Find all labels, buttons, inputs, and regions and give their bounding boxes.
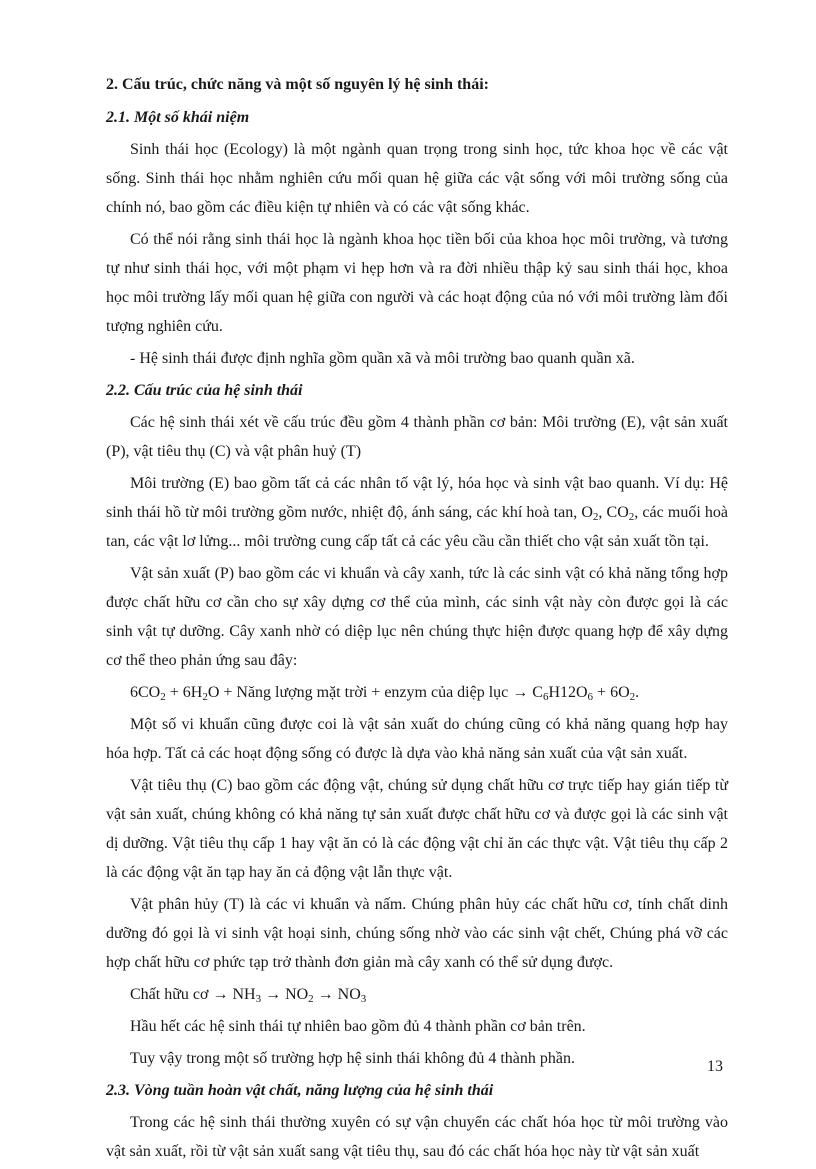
paragraph-decomposer-t: Vật phân hủy (T) là các vi khuẩn và nấm. Chúng phân hủy các chất hữu cơ, tính chất dinh dưỡng đó gọi là vi sinh vật hoại sinh, chúng sống nhờ vào các sinh vật chết, Chúng phá vỡ các hợp chất hữu cơ phức tạp trở thành đơn giản mà cây xanh có thể sử dụng được. xyxy=(106,896,728,971)
subscript: 2 xyxy=(202,691,208,703)
photosynthesis-equation xyxy=(106,678,728,707)
text-span: O + Năng lượng mặt trời + enzym của diệp lục → C xyxy=(207,684,543,701)
paragraph-most-ecosystems: Hầu hết các hệ sinh thái tự nhiên bao gồm đủ 4 thành phần cơ bản trên. xyxy=(130,1018,586,1035)
text-span: , các muối hoà tan, các vật lơ lửng... môi trường cung cấp tất cả các yêu cầu cần thiết cho vật sản xuất tồn tại. xyxy=(106,504,729,550)
subscript: 2 xyxy=(628,511,635,523)
subsection-heading-2-1: 2.1. Một số khái niệm xyxy=(106,109,250,126)
text-span: + 6O xyxy=(593,684,630,701)
subscript: 2 xyxy=(629,691,636,703)
text-span: , CO xyxy=(598,504,629,521)
text-span: + 6H xyxy=(165,684,203,701)
subscript: 2 xyxy=(160,691,166,703)
subscript: 3 xyxy=(255,993,262,1005)
subscript: 6 xyxy=(587,691,594,703)
paragraph-exceptions: Tuy vậy trong một số trường hợp hệ sinh thái không đủ 4 thành phần. xyxy=(130,1050,575,1067)
text-span: 6CO xyxy=(130,684,161,701)
subsection-heading-2-2: 2.2. Cấu trúc của hệ sinh thái xyxy=(106,382,303,399)
paragraph-material-cycle: Trong các hệ sinh thái thường xuyên có sự vận chuyển các chất hóa học từ môi trường vào vật sản xuất, rồi từ vật sản xuất sang vật tiêu thụ, sau đó các chất hóa học này từ vật sản xuất xyxy=(106,1114,728,1160)
text-span: → NO xyxy=(261,986,309,1003)
paragraph-consumer-c: Vật tiêu thụ (C) bao gồm các động vật, chúng sử dụng chất hữu cơ trực tiếp hay gián tiếp từ vật sản xuất, chúng không có khả năng tự sản xuất được chất hữu cơ và được gọi là các sinh vật dị dưỡng. Vật tiêu thụ cấp 1 hay vật ăn cỏ là các động vật chỉ ăn các thực vật. Vật tiêu thụ cấp 2 là các động vật ăn tạp hay ăn cả động vật lẫn thực vật. xyxy=(106,777,728,881)
paragraph-ecology-definition: Sinh thái học (Ecology) là một ngành quan trọng trong sinh học, tức khoa học về các vật sống. Sinh thái học nhằm nghiên cứu mối quan hệ giữa các vật sống với môi trường sống của chính nó, bao gồm các điều kiện tự nhiên và có các vật sống khác. xyxy=(106,141,728,216)
subscript: 2 xyxy=(308,993,314,1005)
paragraph-bacteria-producers: Một số vi khuẩn cũng được coi là vật sản xuất do chúng cũng có khả năng quang hợp hay hóa hợp. Tất cả các hoạt động sống có được là dựa vào khả năng sản xuất của vật sản xuất. xyxy=(106,716,728,762)
paragraph-producer-p: Vật sản xuất (P) bao gồm các vi khuẩn và cây xanh, tức là các sinh vật có khả năng tổng hợp được chất hữu cơ cần cho sự xây dựng cơ thể của mình, các sinh vật này còn được gọi là các sinh vật tự dưỡng. Cây xanh nhờ có diệp lục nên chúng thực hiện được quang hợp để xây dựng cơ thể theo phản ứng sau đây: xyxy=(106,565,728,669)
page-number: 13 xyxy=(707,1058,723,1075)
subscript: 2 xyxy=(592,511,599,523)
section-heading: 2. Cấu trúc, chức năng và một số nguyên lý hệ sinh thái: xyxy=(106,76,489,93)
subsection-heading-2-3: 2.3. Vòng tuần hoàn vật chất, năng lượng của hệ sinh thái xyxy=(106,1082,494,1099)
text-span: . xyxy=(635,684,640,701)
page-content xyxy=(106,70,728,1169)
paragraph-environmental-science: Có thể nói rằng sinh thái học là ngành khoa học tiền bối của khoa học môi trường, và tương tự như sinh thái học, với một phạm vi hẹp hơn và ra đời nhiều thập kỷ sau sinh thái học, khoa học môi trường lấy mối quan hệ giữa con người và các hoạt động của nó với môi trường làm đối tượng nghiên cứu. xyxy=(106,231,728,335)
subscript: 6 xyxy=(542,691,549,703)
paragraph-environment-e xyxy=(106,469,728,556)
paragraph-four-components: Các hệ sinh thái xét về cấu trúc đều gồm 4 thành phần cơ bản: Môi trường (E), vật sản xuất (P), vật tiêu thụ (C) và vật phân huỷ (T) xyxy=(106,414,728,460)
text-span: Môi trường (E) bao gồm tất cả các nhân tố vật lý, hóa học và sinh vật bao quanh. Ví dụ: Hệ sinh thái hồ từ môi trường gồm nước, nhiệt độ, ánh sáng, các khí hoà tan, O xyxy=(106,475,728,521)
text-span: → NO xyxy=(313,986,361,1003)
paragraph-ecosystem-definition: - Hệ sinh thái được định nghĩa gồm quần xã và môi trường bao quanh quần xã. xyxy=(130,350,635,367)
nitrogen-chain xyxy=(106,980,728,1009)
text-span: Chất hữu cơ → NH xyxy=(130,986,256,1003)
subscript: 3 xyxy=(360,993,367,1005)
text-span: H12O xyxy=(548,684,588,701)
